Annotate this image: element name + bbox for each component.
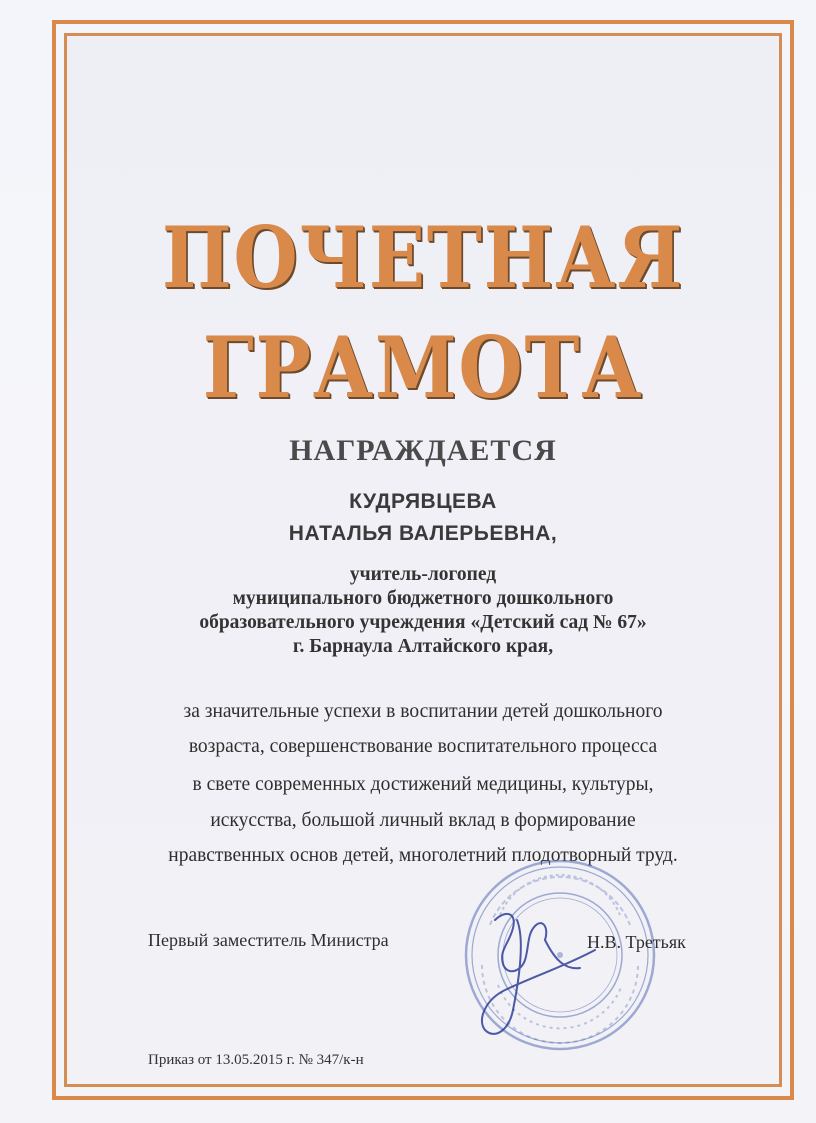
signatory-title: Первый заместитель Министра [148, 930, 389, 950]
title-line-2: ГРАМОТА [202, 318, 644, 417]
inner-frame [64, 33, 782, 1087]
recipient-name: НАТАЛЬЯ ВАЛЕРЬЕВНА, [288, 522, 558, 545]
awarded-heading: НАГРАЖДАЕТСЯ [289, 434, 557, 467]
reason-line: в свете современных достижений медицины, культуры, [192, 774, 654, 795]
position-line: муниципального бюджетного дошкольного [232, 588, 614, 609]
reason-line: возраста, совершенствование воспитательного процесса [188, 736, 658, 757]
position-line: образовательного учреждения «Детский сад № 67» [199, 612, 647, 633]
signature-icon [455, 880, 615, 1050]
title-line-1: ПОЧЕТНАЯ [161, 208, 685, 307]
recipient-surname: КУДРЯВЦЕВА [349, 490, 497, 513]
order-reference: Приказ от 13.05.2015 г. № 347/к-н [148, 1052, 364, 1068]
position-line: учитель-логопед [349, 564, 497, 585]
signatory-name: Н.В. Третьяк [587, 932, 686, 952]
position-line: г. Барнаула Алтайского края, [292, 636, 554, 657]
reason-line: нравственных основ детей, многолетний плодотворный труд. [168, 845, 678, 866]
reason-line: искусства, большой личный вклад в формирование [210, 810, 636, 831]
reason-line: за значительные успехи в воспитании детей дошкольного [183, 701, 663, 722]
